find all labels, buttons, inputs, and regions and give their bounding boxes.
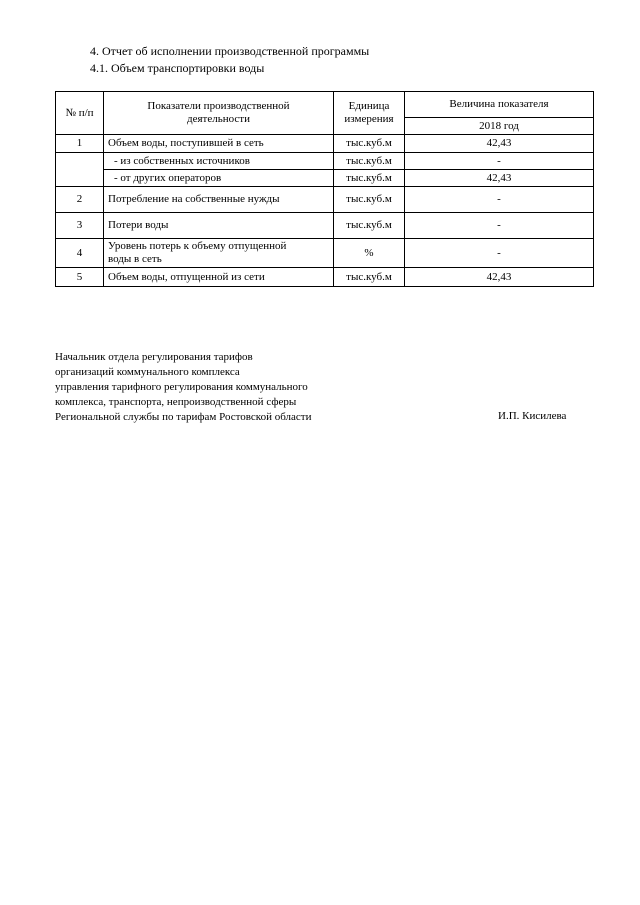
row-name: - из собственных источников — [104, 153, 334, 170]
row-value: - — [405, 213, 594, 239]
table-row — [56, 135, 594, 153]
header-year: 2018 год — [405, 118, 594, 135]
row-value: 42,43 — [405, 135, 594, 153]
row-name: Уровень потерь к объему отпущенной воды в сеть — [104, 239, 334, 268]
row-unit: тыс.куб.м — [334, 187, 405, 213]
row-unit: тыс.куб.м — [334, 268, 405, 287]
header-unit: Единица измерения — [334, 92, 405, 135]
row-name: Потери воды — [104, 213, 334, 239]
row-value: - — [405, 239, 594, 268]
transport-volume-table — [55, 91, 594, 287]
table-row — [56, 170, 594, 187]
header-num: № п/п — [56, 92, 104, 135]
row-name: Объем воды, отпущенной из сети — [104, 268, 334, 287]
row-unit: тыс.куб.м — [334, 213, 405, 239]
row-value: 42,43 — [405, 268, 594, 287]
signature-block — [55, 350, 312, 425]
row-value: 42,43 — [405, 170, 594, 187]
row-unit: тыс.куб.м — [334, 170, 405, 187]
signer-title-line: комплекса, транспорта, непроизводственной сферы — [55, 396, 297, 408]
row-unit: тыс.куб.м — [334, 135, 405, 153]
row-num — [56, 153, 104, 187]
table-header-row — [56, 92, 594, 118]
row-num: 3 — [56, 213, 104, 239]
row-unit: тыс.куб.м — [334, 153, 405, 170]
header-value-group: Величина показателя — [405, 92, 594, 118]
row-num: 1 — [56, 135, 104, 153]
table-row — [56, 268, 594, 287]
table-row — [56, 153, 594, 170]
signer-title-line: организаций коммунального комплекса — [55, 366, 240, 378]
row-value: - — [405, 153, 594, 170]
header-indicator: Показатели производственной деятельности — [104, 92, 334, 135]
row-value: - — [405, 187, 594, 213]
table-row — [56, 187, 594, 213]
row-unit: % — [334, 239, 405, 268]
row-num: 4 — [56, 239, 104, 268]
row-num: 5 — [56, 268, 104, 287]
row-name: Объем воды, поступившей в сеть — [104, 135, 334, 153]
row-name: - от других операторов — [104, 170, 334, 187]
signer-name: И.П. Кисилева — [498, 410, 567, 422]
signer-title-line: Региональной службы по тарифам Ростовской области — [55, 411, 312, 423]
row-num: 2 — [56, 187, 104, 213]
table-row — [56, 239, 594, 268]
signer-title-line: Начальник отдела регулирования тарифов — [55, 351, 253, 363]
subsection-heading: 4.1. Объем транспортировки воды — [90, 61, 265, 75]
section-heading: 4. Отчет об исполнении производственной программы — [90, 44, 370, 58]
table-row — [56, 213, 594, 239]
row-name: Потребление на собственные нужды — [104, 187, 334, 213]
signer-title-line: управления тарифного регулирования коммунального — [55, 381, 308, 393]
